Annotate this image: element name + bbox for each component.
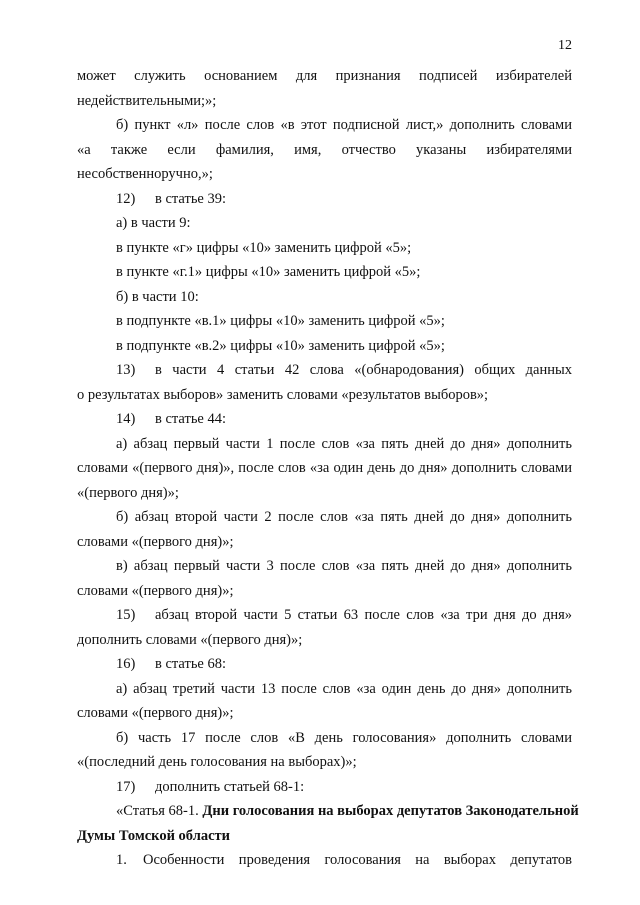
page-number: 12 bbox=[558, 38, 572, 53]
text-line bbox=[77, 652, 572, 677]
text-line bbox=[77, 113, 572, 138]
text-line bbox=[77, 285, 572, 310]
line-text: в пункте «г.1» цифры «10» заменить цифрой «5»; bbox=[116, 264, 421, 280]
line-text: словами «(первого дня)»; bbox=[77, 582, 234, 599]
article-heading bbox=[77, 799, 579, 824]
line-text: дополнить статьей 68-1: bbox=[155, 778, 305, 795]
text-line bbox=[77, 432, 572, 457]
line-text: а) абзац третий части 13 после слов «за один день до дня» дополнить bbox=[116, 680, 572, 697]
line-text: в подпункте «в.2» цифры «10» заменить цифрой «5»; bbox=[116, 337, 445, 354]
line-text: несобственноручно,»; bbox=[77, 166, 213, 182]
article-prefix: «Статья 68-1. bbox=[116, 803, 203, 819]
text-line bbox=[77, 848, 572, 873]
text-line bbox=[77, 309, 572, 334]
article-title-continued: Думы Томской области bbox=[77, 827, 230, 844]
list-number: 15) bbox=[116, 607, 136, 623]
line-text: абзац второй части 5 статьи 63 после слов «за три дня до дня» bbox=[155, 607, 572, 623]
list-number: 1. bbox=[116, 852, 127, 868]
line-text: б) пункт «л» после слов «в этот подписной лист,» дополнить словами bbox=[116, 117, 572, 133]
line-text: б) в части 10: bbox=[116, 288, 199, 305]
text-line bbox=[77, 726, 572, 751]
line-text: дополнить словами «(первого дня)»; bbox=[77, 631, 303, 648]
text-line bbox=[77, 775, 572, 800]
line-text: в пункте «г» цифры «10» заменить цифрой «5»; bbox=[116, 239, 412, 256]
line-text: недействительными;»; bbox=[77, 92, 217, 109]
text-line bbox=[77, 358, 572, 383]
document-body bbox=[77, 64, 579, 873]
line-text: б) абзац второй части 2 после слов «за пять дней до дня» дополнить bbox=[116, 509, 572, 525]
line-text: словами «(первого дня)»; bbox=[77, 533, 234, 550]
line-text: Особенности проведения голосования на выборах депутатов bbox=[143, 852, 572, 868]
line-text: в статье 68: bbox=[155, 656, 227, 672]
text-line bbox=[77, 628, 572, 653]
text-line bbox=[77, 750, 572, 775]
text-line bbox=[77, 677, 572, 702]
list-number: 13) bbox=[116, 362, 136, 378]
article-title: Дни голосования на выборах депутатов Законодательной bbox=[202, 803, 579, 819]
line-text: в статье 44: bbox=[155, 411, 227, 427]
text-line bbox=[77, 260, 572, 285]
text-line bbox=[77, 383, 572, 408]
text-line bbox=[77, 89, 572, 114]
text-line bbox=[77, 579, 572, 604]
list-number: 17) bbox=[116, 778, 136, 795]
line-text: «(первого дня)»; bbox=[77, 484, 179, 501]
line-text: в статье 39: bbox=[155, 190, 227, 207]
text-line bbox=[77, 64, 572, 89]
line-text: «а также если фамилия, имя, отчество указаны избирателями bbox=[77, 141, 572, 158]
article-heading-continued bbox=[77, 824, 572, 849]
line-text: о результатах выборов» заменить словами «результатов выборов»; bbox=[77, 386, 489, 403]
text-line bbox=[77, 530, 572, 555]
text-line bbox=[77, 162, 572, 187]
line-text: словами «(первого дня)», после слов «за один день до дня» дополнить словами bbox=[77, 460, 572, 476]
list-number: 14) bbox=[116, 411, 136, 427]
line-text: а) абзац первый части 1 после слов «за пять дней до дня» дополнить bbox=[116, 435, 572, 452]
list-number: 12) bbox=[116, 190, 136, 207]
text-line bbox=[77, 407, 572, 432]
line-text: в) абзац первый части 3 после слов «за пять дней до дня» дополнить bbox=[116, 558, 572, 574]
line-text: в части 4 статьи 42 слова «(обнародования) общих данных bbox=[155, 362, 572, 378]
list-number: 16) bbox=[116, 656, 136, 672]
line-text: а) в части 9: bbox=[116, 215, 191, 231]
text-line bbox=[77, 187, 572, 212]
text-line bbox=[77, 211, 572, 236]
text-line bbox=[77, 603, 572, 628]
text-line bbox=[77, 701, 572, 726]
line-text: словами «(первого дня)»; bbox=[77, 705, 234, 721]
text-line bbox=[77, 554, 572, 579]
line-text: б) часть 17 после слов «В день голосования» дополнить словами bbox=[116, 729, 572, 746]
text-line bbox=[77, 481, 572, 506]
text-line bbox=[77, 138, 572, 163]
line-text: в подпункте «в.1» цифры «10» заменить цифрой «5»; bbox=[116, 313, 445, 329]
text-line bbox=[77, 505, 572, 530]
text-line bbox=[77, 456, 572, 481]
text-line bbox=[77, 236, 572, 261]
line-text: может служить основанием для признания подписей избирателей bbox=[77, 68, 572, 84]
line-text: «(последний день голосования на выборах)»; bbox=[77, 754, 357, 770]
text-line bbox=[77, 334, 572, 359]
